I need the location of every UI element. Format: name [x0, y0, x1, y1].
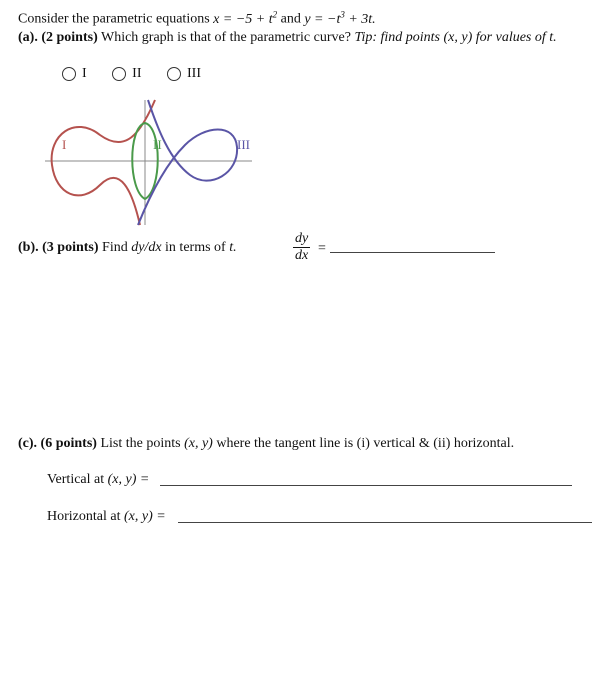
curve-I [52, 100, 155, 225]
option-III-radio[interactable]: III [167, 66, 201, 82]
part-c-question: (c). (6 points) List the points (x, y) where the tangent line is (i) vertical & (ii) horizontal. [18, 436, 515, 451]
horizontal-prompt: Horizontal at (x, y) = [47, 509, 166, 524]
graph-label-II: II [153, 137, 162, 152]
part-b-points: (3 points) [42, 240, 99, 255]
part-a-label: (a). [18, 30, 38, 45]
part-b-label: (b). [18, 240, 39, 255]
part-a-text: Which graph is that of the parametric curve? [100, 30, 351, 45]
horizontal-answer-field[interactable] [178, 508, 592, 523]
x-equation: $x = -5 + t^2$ [213, 9, 278, 27]
radio-circle-icon[interactable] [112, 67, 126, 81]
part-c-points: (6 points) [40, 436, 97, 451]
graph-options [62, 66, 223, 86]
radio-circle-icon[interactable] [167, 67, 181, 81]
intro-text: Consider the parametric equations [18, 11, 210, 27]
part-a-question [18, 30, 557, 46]
graph-label-I: I [62, 137, 67, 152]
curve-III [138, 100, 237, 225]
tip-suffix: for values of [475, 30, 546, 45]
dy-dx-math: dy/dx [131, 240, 162, 255]
y-equation: $y = -t^3 + 3t$. [304, 9, 376, 27]
tip-var: t. [549, 30, 557, 45]
problem-statement [18, 9, 376, 28]
vertical-prompt: Vertical at (x, y) = [47, 472, 150, 487]
tip-math: (x, y) [443, 30, 473, 45]
part-c-label: (c). [18, 436, 38, 451]
dy-dx-fraction: $\frac{dy}{dx}$ [295, 231, 309, 263]
option-I-radio[interactable]: I [62, 66, 87, 82]
part-a-points: (2 points) [41, 30, 98, 45]
and-text: and [280, 11, 301, 27]
parametric-curves-graph [40, 95, 260, 230]
radio-circle-icon[interactable] [62, 67, 76, 81]
equals-sign: = [318, 241, 326, 256]
graph-label-III: III [237, 137, 250, 152]
option-II-radio[interactable]: II [112, 66, 141, 82]
vertical-answer-field[interactable] [160, 471, 572, 486]
dy-dx-answer-field[interactable] [330, 238, 495, 253]
part-b-question: (b). (3 points) Find dy/dx in terms of t. [18, 240, 237, 255]
tip-prefix: Tip: find points [354, 30, 441, 45]
